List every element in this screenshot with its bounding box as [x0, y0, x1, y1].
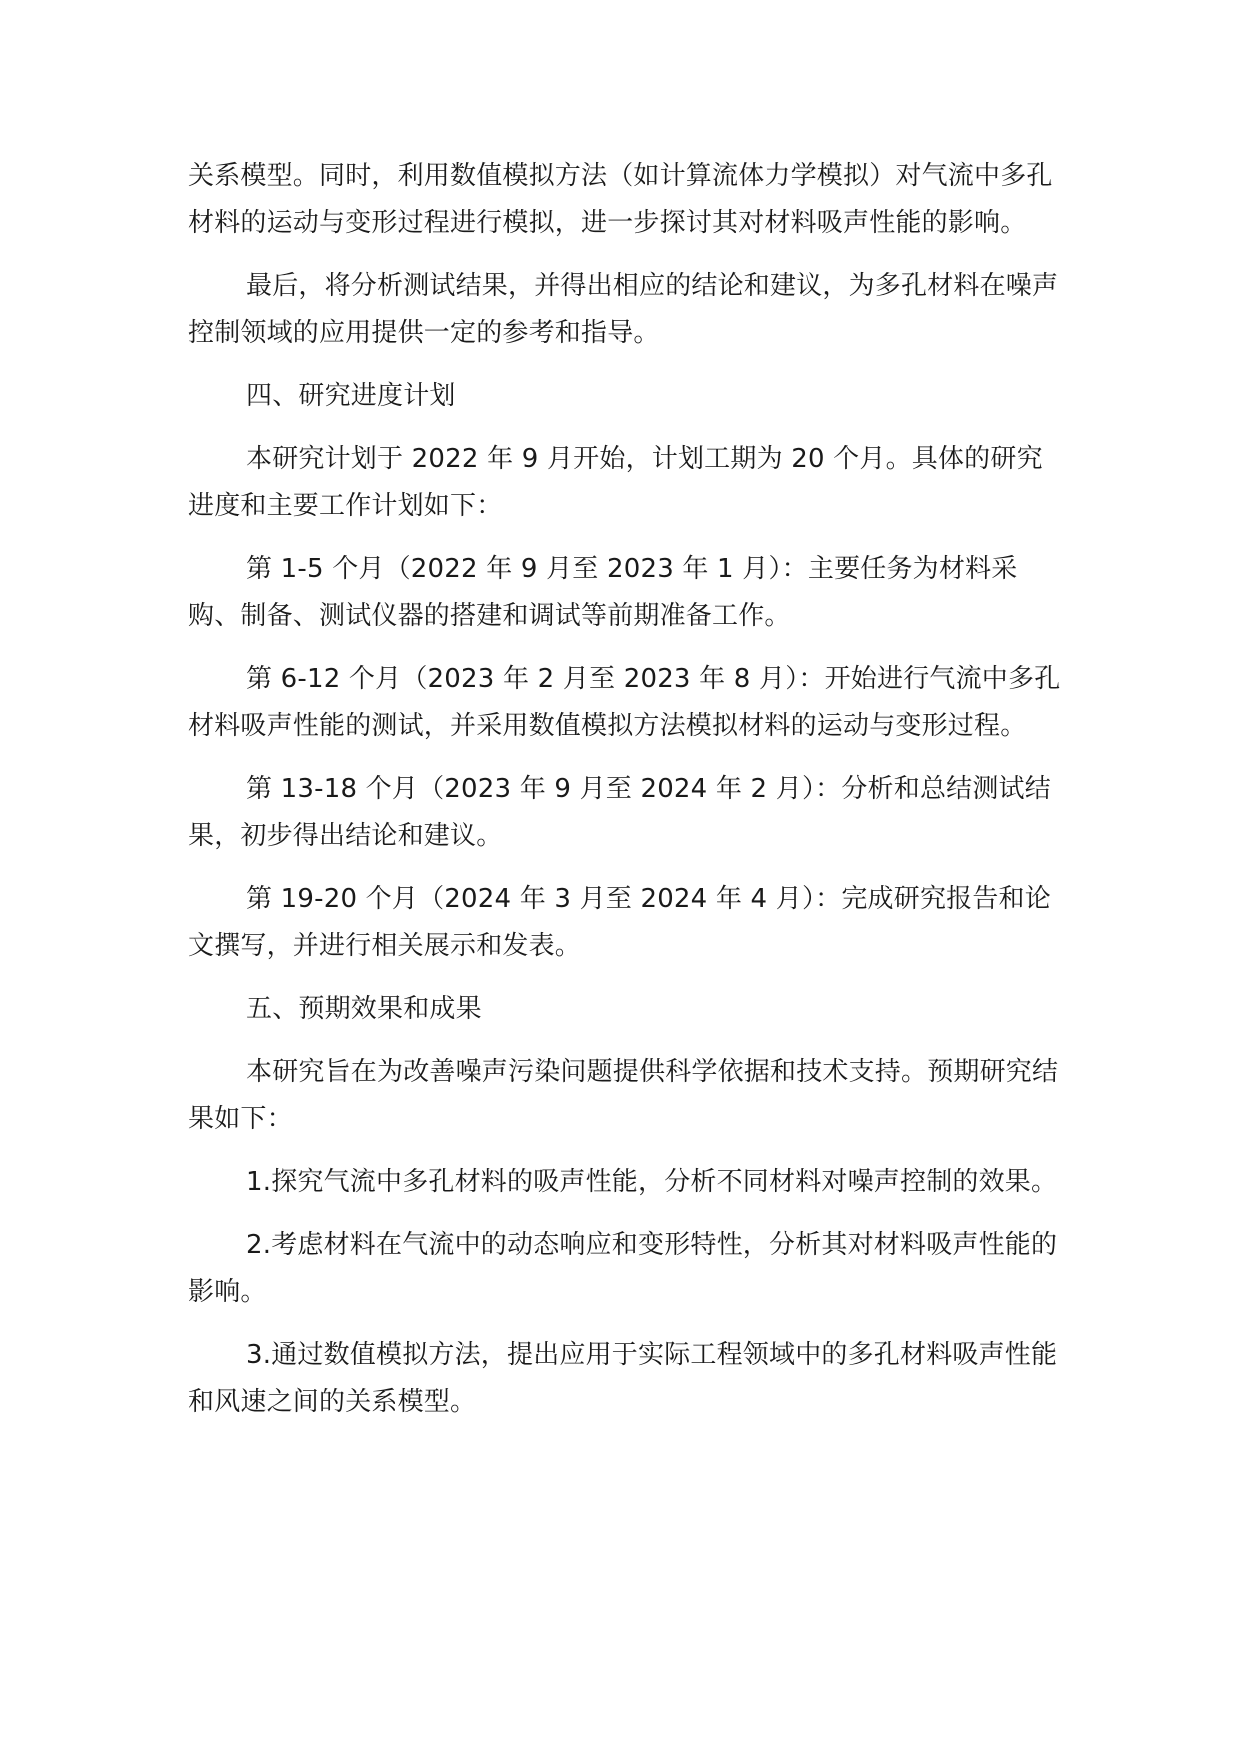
schedule-item-1: 第 1-5 个月（2022 年 9 月至 2023 年 1 月）：主要任务为材料采购、制备、测试仪器的搭建和调试等前期准备工作。	[188, 554, 1018, 631]
paragraph-continuation: 关系模型。同时，利用数值模拟方法（如计算流体力学模拟）对气流中多孔材料的运动与变形过程进行模拟，进一步探讨其对材料吸声性能的影响。	[188, 161, 1053, 238]
schedule-item-4: 第 19-20 个月（2024 年 3 月至 2024 年 4 月）：完成研究报告和论文撰写，并进行相关展示和发表。	[188, 884, 1051, 961]
outcome-item-1: 1.探究气流中多孔材料的吸声性能，分析不同材料对噪声控制的效果。	[246, 1167, 1058, 1197]
document-body	[188, 153, 1068, 1426]
paragraph-conclusion: 最后，将分析测试结果，并得出相应的结论和建议，为多孔材料在噪声控制领域的应用提供一定的参考和指导。	[188, 271, 1059, 348]
section-heading-schedule: 四、研究进度计划	[246, 381, 456, 411]
outcome-item-3: 3.通过数值模拟方法，提出应用于实际工程领域中的多孔材料吸声性能和风速之间的关系模型。	[188, 1340, 1058, 1417]
paragraph-outcomes-intro: 本研究旨在为改善噪声污染问题提供科学依据和技术支持。预期研究结果如下：	[188, 1057, 1059, 1134]
paragraph-schedule-intro: 本研究计划于 2022 年 9 月开始，计划工期为 20 个月。具体的研究进度和主要工作计划如下：	[188, 444, 1043, 521]
outcome-item-2: 2.考虑材料在气流中的动态响应和变形特性，分析其对材料吸声性能的影响。	[188, 1230, 1058, 1307]
schedule-item-3: 第 13-18 个月（2023 年 9 月至 2024 年 2 月）：分析和总结测试结果，初步得出结论和建议。	[188, 774, 1051, 851]
section-heading-outcomes: 五、预期效果和成果	[246, 994, 482, 1024]
schedule-item-2: 第 6-12 个月（2023 年 2 月至 2023 年 8 月）：开始进行气流中多孔材料吸声性能的测试，并采用数值模拟方法模拟材料的运动与变形过程。	[188, 664, 1061, 741]
